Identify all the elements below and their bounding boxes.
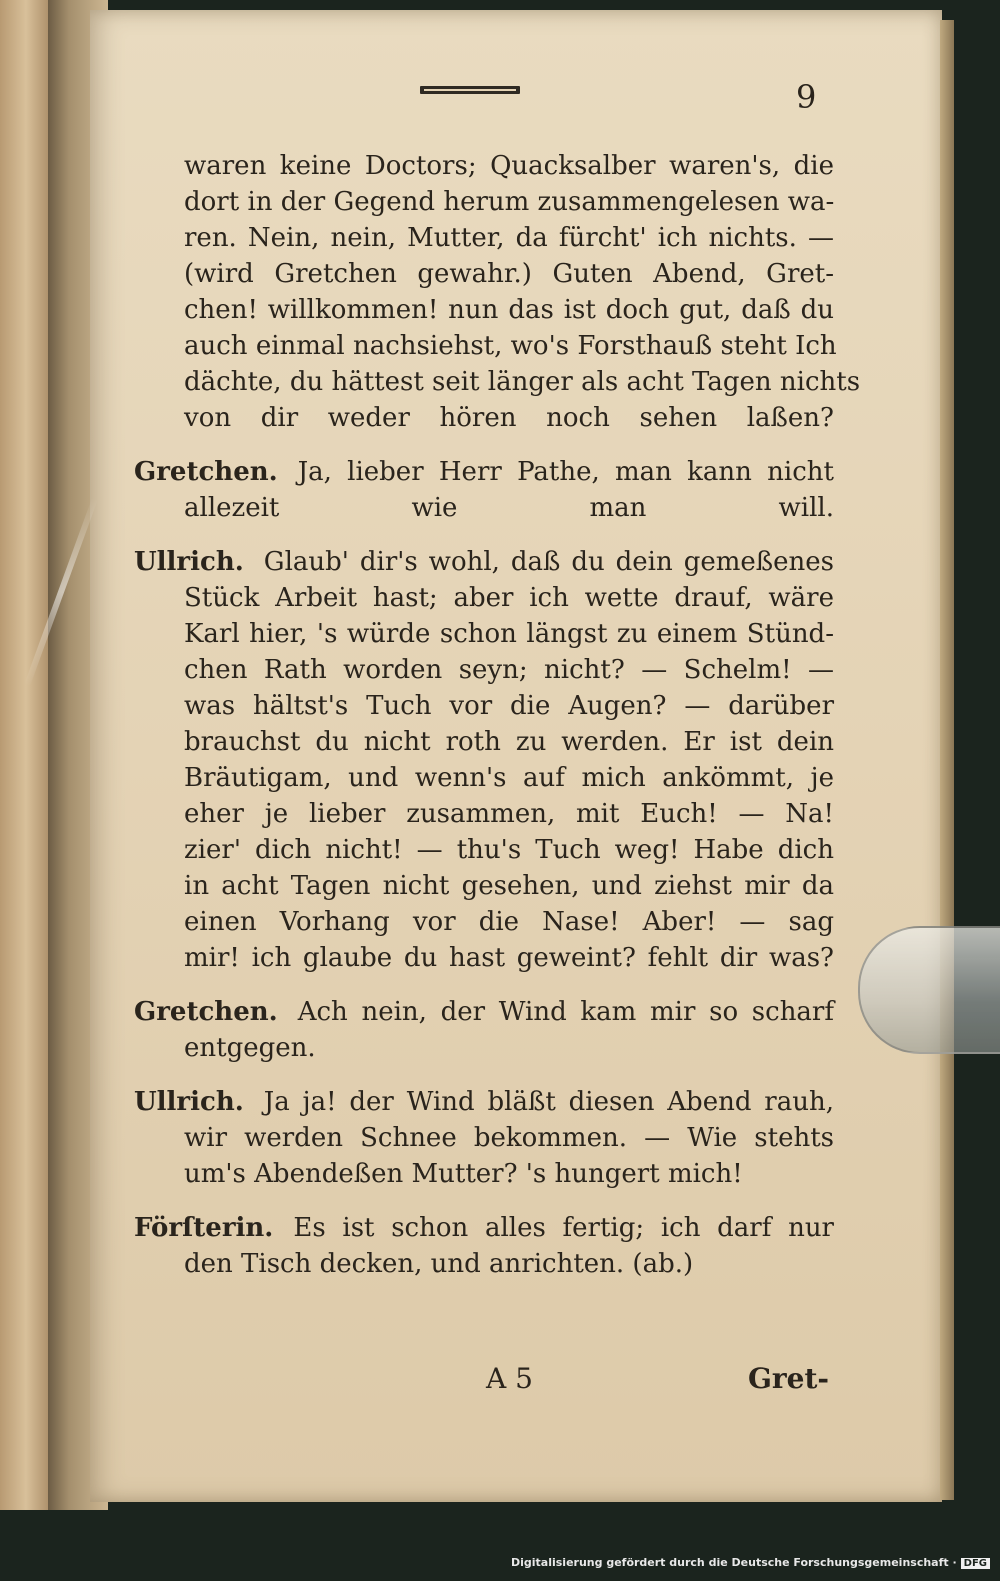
speech-first-line xyxy=(134,994,834,1030)
speech-block xyxy=(134,1084,834,1192)
text-line: zier' dich nicht! — thu's Tuch weg! Habe dich xyxy=(184,835,834,865)
speech-text: Es ist schon alles fertig; ich darf nur xyxy=(293,1213,834,1243)
dfg-logo: DFG xyxy=(961,1558,990,1569)
text-line: waren keine Doctors; Quacksalber waren's, die xyxy=(184,151,834,181)
speaker-name: Förſterin. xyxy=(134,1213,274,1243)
speaker-name: Ullrich. xyxy=(134,547,244,577)
text-line: eher je lieber zusammen, mit Euch! — Na! xyxy=(184,799,834,829)
text-line: brauchst du nicht roth zu werden. Er ist dein xyxy=(184,727,834,757)
text-line: wir werden Schnee bekommen. — Wie stehts xyxy=(184,1123,834,1153)
credit-text: Digitalisierung gefördert durch die Deutsche Forschungsgemeinschaft · xyxy=(510,1556,957,1569)
speech-first-line xyxy=(134,454,834,490)
text-line: Karl hier, 's würde schon längst zu einem Stünd- xyxy=(184,619,834,649)
speech-block xyxy=(134,454,834,526)
scan-background-strip xyxy=(0,1512,1000,1581)
text-line: chen Rath worden seyn; nicht? — Schelm! — xyxy=(184,655,834,685)
text-line: ren. Nein, nein, Mutter, da fürcht' ich nichts. — xyxy=(184,223,834,253)
text-line: den Tisch decken, und anrichten. (ab.) xyxy=(184,1249,694,1279)
glass-page-clip xyxy=(858,926,1000,1054)
text-line: dächte, du hättest seit länger als acht Tagen nichts xyxy=(184,367,861,397)
text-line: Stück Arbeit hast; aber ich wette drauf, wäre xyxy=(184,583,834,613)
signature-mark: A 5 xyxy=(486,1362,533,1395)
speaker-name: Gretchen. xyxy=(134,457,278,487)
speech-first-line xyxy=(134,544,834,580)
speech-first-line xyxy=(134,1084,834,1120)
speech-block xyxy=(134,544,834,976)
speech-block xyxy=(134,1210,834,1282)
speech-text: Glaub' dir's wohl, daß du dein gemeßenes xyxy=(263,547,834,577)
text-line: entgegen. xyxy=(184,1033,316,1063)
text-line: mir! ich glaube du hast geweint? fehlt dir was? xyxy=(184,943,834,973)
main-text xyxy=(134,148,861,1282)
opening-speech-continuation xyxy=(134,148,861,436)
text-line: in acht Tagen nicht gesehen, und ziehst mir da xyxy=(184,871,834,901)
page-edge-stack xyxy=(940,20,954,1500)
speech-text: Ja, lieber Herr Pathe, man kann nicht xyxy=(297,457,834,487)
speaker-name: Ullrich. xyxy=(134,1087,244,1117)
text-line: (wird Gretchen gewahr.) Guten Abend, Gret- xyxy=(184,259,834,289)
page-number: 9 xyxy=(796,78,817,116)
funding-credit xyxy=(511,1556,990,1569)
text-line: auch einmal nachsiehst, wo's Forsthauß steht Ich xyxy=(184,331,837,361)
speech-first-line xyxy=(134,1210,834,1246)
speech-text: Ja ja! der Wind bläßt diesen Abend rauh, xyxy=(263,1087,834,1117)
text-line: von dir weder hören noch sehen laßen? xyxy=(184,403,834,433)
text-line: einen Vorhang vor die Nase! Aber! — sag xyxy=(184,907,834,937)
text-line: allezeit wie man will. xyxy=(184,493,834,523)
previous-page-edge xyxy=(0,0,52,1510)
text-line: chen! willkommen! nun das ist doch gut, daß du xyxy=(184,295,834,325)
speech-text: Ach nein, der Wind kam mir so scharf xyxy=(297,997,834,1027)
text-line: was hältst's Tuch vor die Augen? — darüber xyxy=(184,691,834,721)
text-line: um's Abendeßen Mutter? 's hungert mich! xyxy=(184,1159,743,1189)
speaker-name: Gretchen. xyxy=(134,997,278,1027)
speech-block xyxy=(134,994,834,1066)
header-rule xyxy=(420,86,520,94)
text-line: Bräutigam, und wenn's auf mich ankömmt, je xyxy=(184,763,834,793)
text-line: dort in der Gegend herum zusammengelesen wa- xyxy=(184,187,835,217)
catchword: Gret- xyxy=(748,1362,830,1395)
